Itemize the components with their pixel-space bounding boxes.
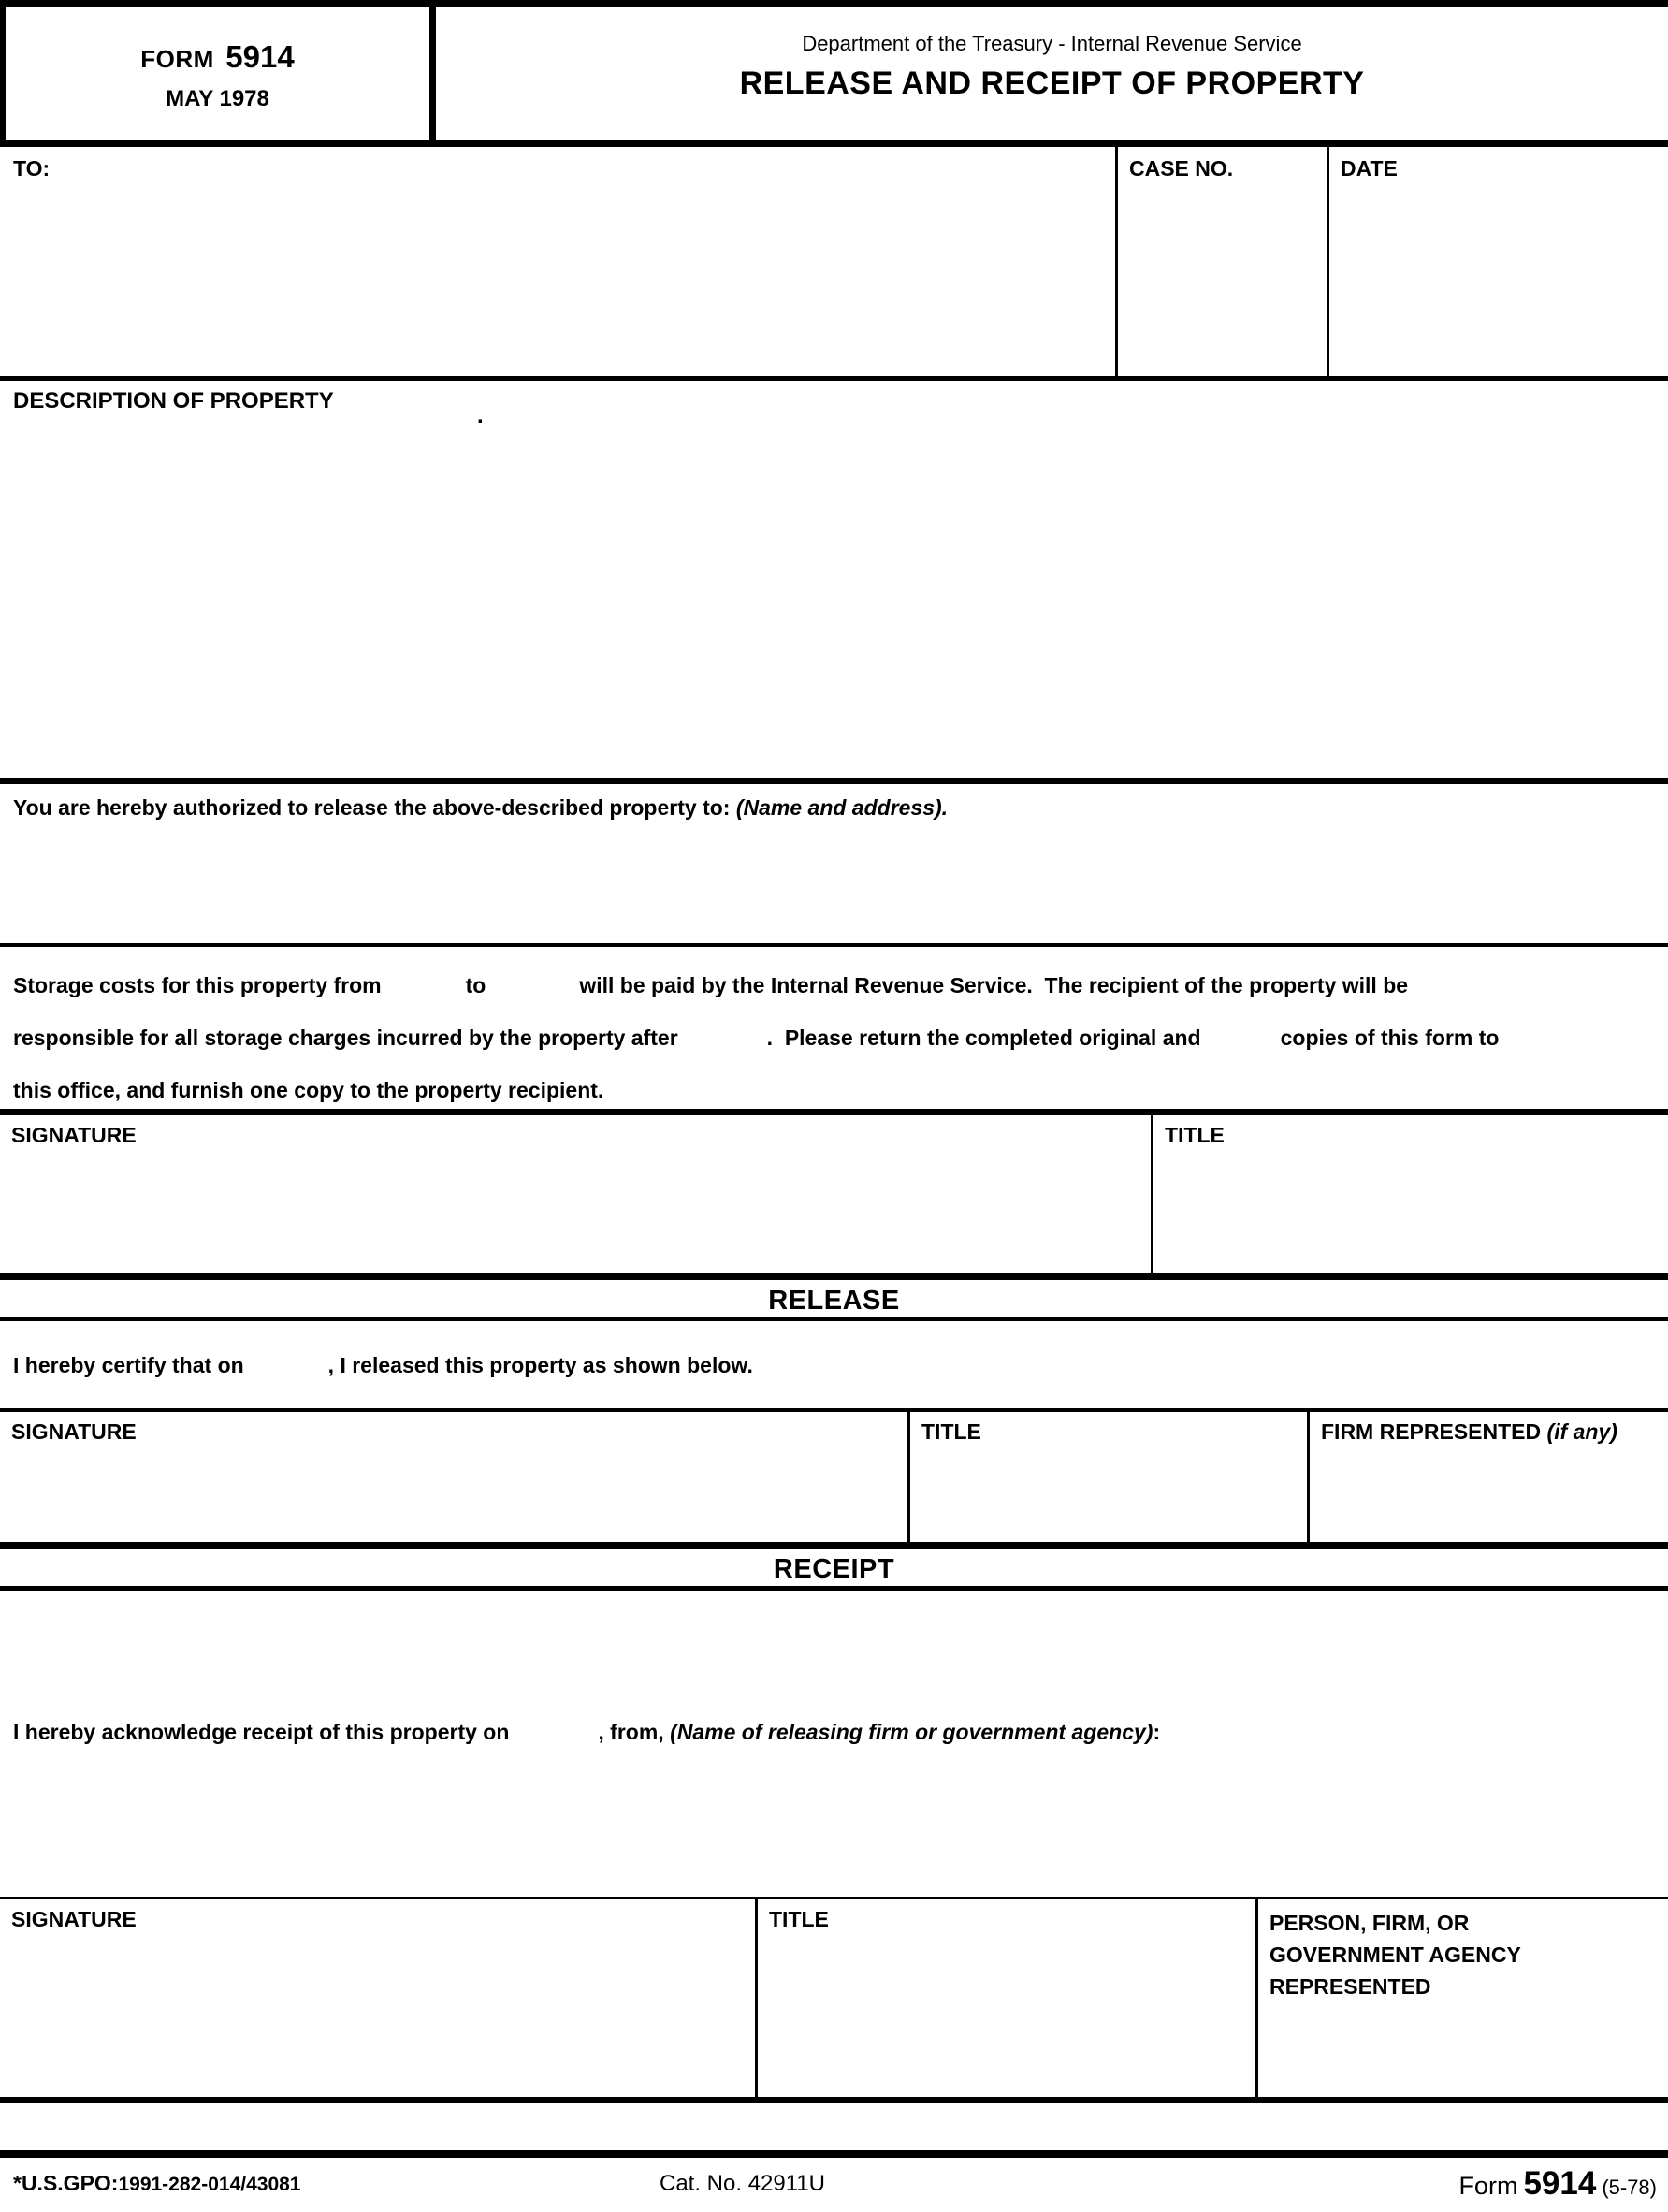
- date-field[interactable]: [1327, 147, 1668, 376]
- firm-represented-field[interactable]: [1310, 1412, 1668, 1542]
- release-heading: RELEASE: [768, 1286, 900, 1316]
- description-of-property-field[interactable]: [0, 381, 1668, 784]
- acknowledge-agency-hint: (Name of releasing firm or government agency): [670, 1720, 1153, 1744]
- storage-text-2c: copies of this form to: [1280, 1026, 1500, 1050]
- description-label: DESCRIPTION OF PROPERTY: [13, 388, 334, 414]
- form-revision-date: MAY 1978: [166, 86, 269, 111]
- storage-after-date-blank[interactable]: [678, 1044, 767, 1045]
- authorization-text: You are hereby authorized to release the above-described property to:: [13, 795, 736, 820]
- authorization-field[interactable]: [0, 784, 1668, 947]
- signature-label: SIGNATURE: [11, 1123, 137, 1147]
- storage-line-1: [13, 971, 1655, 999]
- certify-text-a: I hereby certify that on: [13, 1352, 244, 1377]
- form-number-line: [6, 39, 429, 75]
- certify-text-b: , I released this property as shown below.: [327, 1352, 753, 1377]
- authorization-name-address-hint: (Name and address).: [735, 795, 949, 820]
- signature-label: SIGNATURE: [11, 1419, 137, 1444]
- case-no-label: CASE NO.: [1129, 156, 1234, 181]
- gpo-print-code: [13, 2171, 300, 2196]
- authorizing-signature-field[interactable]: [0, 1115, 1153, 1273]
- storage-text-3: this office, and furnish one copy to the property recipient.: [13, 1078, 604, 1102]
- storage-text-2a: responsible for all storage charges incurred by the property after: [13, 1026, 678, 1050]
- footer-form-number: 5914: [1523, 2165, 1597, 2202]
- gpo-prefix: *U.S.GPO:: [13, 2171, 119, 2195]
- title-label: TITLE: [921, 1419, 981, 1444]
- release-title-field[interactable]: [910, 1412, 1310, 1542]
- footer-gap: [0, 2103, 1668, 2150]
- storage-to-date-blank[interactable]: [486, 992, 579, 993]
- title-label: TITLE: [1165, 1123, 1225, 1147]
- title-label: TITLE: [769, 1907, 829, 1931]
- person-firm-agency-label: PERSON, FIRM, OR GOVERNMENT AGENCY REPRESENTED: [1269, 1911, 1527, 1999]
- receipt-title-field[interactable]: [758, 1899, 1258, 2097]
- acknowledge-colon: :: [1153, 1720, 1161, 1744]
- footer: [0, 2158, 1668, 2212]
- form-title-box: [436, 7, 1668, 140]
- form-title: RELEASE AND RECEIPT OF PROPERTY: [739, 65, 1365, 101]
- signature-label: SIGNATURE: [11, 1907, 137, 1931]
- release-signature-row: [0, 1412, 1668, 1549]
- date-label: DATE: [1341, 156, 1398, 181]
- authorizing-signature-row: [0, 1115, 1668, 1280]
- footer-rule: [0, 2150, 1668, 2158]
- storage-text-1a: Storage costs for this property from: [13, 973, 382, 997]
- receipt-heading: RECEIPT: [773, 1554, 895, 1584]
- storage-text-1c: will be paid by the Internal Revenue Service. The recipient of the property will be: [579, 973, 1409, 997]
- receipt-section-band: [0, 1549, 1668, 1591]
- gpo-number: 1991-282-014/43081: [118, 2174, 301, 2195]
- release-date-blank[interactable]: [244, 1372, 328, 1373]
- storage-from-date-blank[interactable]: [382, 992, 466, 993]
- release-section-band: [0, 1280, 1668, 1321]
- footer-form-word: Form: [1458, 2172, 1518, 2200]
- form-word-label: FORM: [140, 45, 214, 73]
- storage-copies-count-blank[interactable]: [1201, 1044, 1281, 1045]
- form-number: 5914: [225, 39, 295, 74]
- acknowledge-text-a: I hereby acknowledge receipt of this property on: [13, 1720, 510, 1744]
- receipt-signature-row: [0, 1899, 1668, 2103]
- stray-period: .: [477, 403, 484, 429]
- to-label: TO:: [13, 156, 51, 181]
- receipt-signature-field[interactable]: [0, 1899, 758, 2097]
- acknowledge-text-b: , from,: [598, 1720, 671, 1744]
- case-no-field[interactable]: [1115, 147, 1327, 376]
- storage-text-1b: to: [465, 973, 486, 997]
- storage-costs-paragraph: [0, 947, 1668, 1115]
- storage-text-2b: . Please return the completed original and: [766, 1026, 1201, 1050]
- storage-line-2: [13, 1024, 1655, 1052]
- agency-name: Department of the Treasury - Internal Revenue Service: [802, 32, 1302, 55]
- addressee-row: [0, 147, 1668, 381]
- authorizing-title-field[interactable]: [1153, 1115, 1668, 1273]
- receipt-acknowledge-area[interactable]: [0, 1591, 1668, 1899]
- form-header: [0, 0, 1668, 147]
- person-firm-agency-field[interactable]: [1258, 1899, 1668, 2097]
- catalog-number: Cat. No. 42911U: [660, 2171, 825, 2196]
- release-certify-row: [0, 1321, 1668, 1412]
- form-number-box: [0, 7, 436, 140]
- release-signature-field[interactable]: [0, 1412, 910, 1542]
- footer-form-id: [1458, 2165, 1657, 2203]
- firm-represented-if-any: (if any): [1546, 1419, 1617, 1444]
- footer-form-revision: (5-78): [1602, 2176, 1657, 2199]
- firm-represented-label: FIRM REPRESENTED: [1321, 1419, 1547, 1444]
